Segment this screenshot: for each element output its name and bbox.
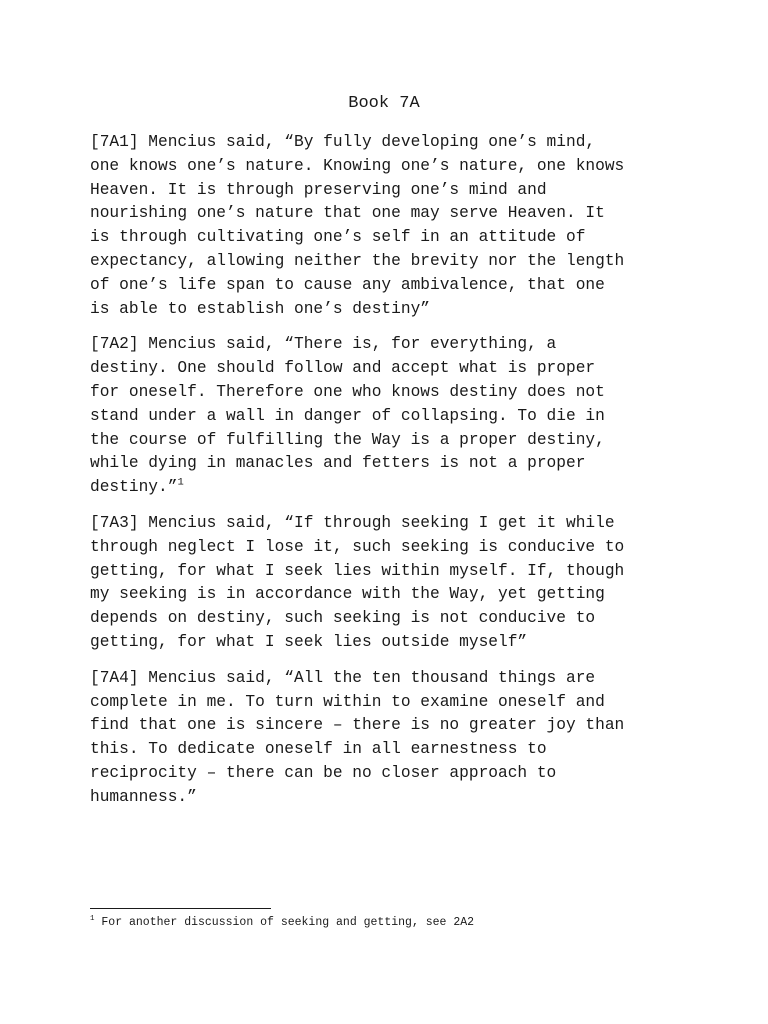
footnote-text: For another discussion of seeking and getting, see 2A2: [101, 916, 475, 929]
body-text: [90, 131, 690, 822]
paragraph-text: [7A4] Mencius said, “All the ten thousand things are complete in me. To turn within to examine oneself and find that one is sincere – there is no greater joy than this. To dedicate oneself in all earnestness to reciprocity – there can be no closer approach to humanness.”: [90, 668, 625, 806]
paragraph-7a2: [90, 333, 690, 500]
footnote-reference[interactable]: 1: [177, 476, 184, 489]
footnote: [90, 915, 690, 931]
footnote-marker: 1: [90, 915, 95, 924]
paragraph-7a3: [90, 512, 690, 655]
paragraph-text: [7A3] Mencius said, “If through seeking I get it while through neglect I lose it, such seeking is conducive to getting, for what I seek lies within myself. If, though my seeking is in accordance with the Way, yet getting depends on destiny, such seeking is not conducive to getting, for what I seek lies outside myself”: [90, 513, 625, 651]
footnote-separator: [90, 908, 271, 909]
paragraph-7a4: [90, 667, 690, 810]
paragraph-text: [7A2] Mencius said, “There is, for everything, a destiny. One should follow and accept what is proper for oneself. Therefore one who knows destiny does not stand under a wall in danger of collapsing. To die in the course of fulfilling the Way is a proper destiny, while dying in manacles and fetters is not a proper destiny.”: [90, 335, 605, 497]
page-title: Book 7A: [348, 94, 420, 113]
paragraph-text: [7A1] Mencius said, “By fully developing one’s mind, one knows one’s nature. Knowing one’s nature, one knows Heaven. It is through preserving one’s mind and nourishing one’s nature that one may serve Heaven. It is through cultivating one’s self in an attitude of expectancy, allowing neither the brevity nor the length of one’s life span to cause any ambivalence, that one is able to establish one’s destiny”: [90, 133, 625, 318]
paragraph-7a1: [90, 131, 690, 321]
